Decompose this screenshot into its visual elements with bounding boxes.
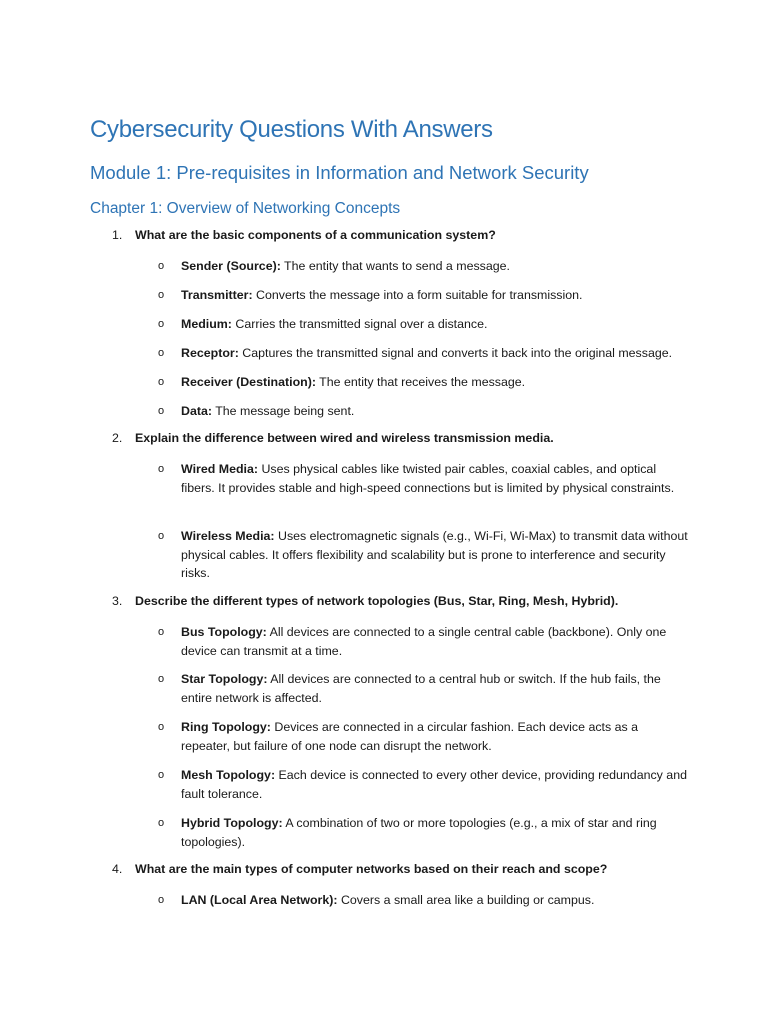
item-term: Sender (Source): [181, 259, 281, 273]
chapter-heading: Chapter 1: Overview of Networking Concepts [90, 200, 401, 217]
bullet-icon: o [158, 463, 165, 475]
item-term: Receiver (Destination): [181, 375, 316, 389]
item-text: The entity that wants to send a message. [280, 259, 510, 273]
list-item [158, 670, 688, 707]
item-text: Covers a small area like a building or campus. [337, 893, 595, 907]
question-number: 4. [112, 862, 123, 876]
bullet-icon: o [158, 626, 165, 638]
item-term: Data: [181, 404, 212, 418]
question-number: 3. [112, 594, 123, 608]
module-heading: Module 1: Pre-requisites in Information and Network Security [90, 162, 589, 183]
list-item [158, 402, 688, 421]
item-text: Carries the transmitted signal over a distance. [231, 317, 488, 331]
item-text: Uses electromagnetic signals (e.g., Wi-Fi, Wi-Max) to transmit data without physical cables. It offers flexibility and scalability but is prone to interference and security risks. [181, 529, 688, 581]
question-3 [112, 594, 712, 608]
question-1 [112, 228, 712, 242]
item-text: Devices are connected in a circular fashion. Each device acts as a repeater, but failure of one node can disrupt the network. [181, 720, 639, 753]
question-text: Explain the difference between wired and wireless transmission media. [135, 431, 554, 445]
item-term: Receptor: [181, 346, 239, 360]
list-item [158, 891, 688, 910]
list-item [158, 257, 688, 276]
question-text: Describe the different types of network topologies (Bus, Star, Ring, Mesh, Hybrid). [135, 594, 619, 608]
list-item [158, 315, 688, 334]
question-4 [112, 862, 712, 876]
question-text: What are the basic components of a communication system? [135, 228, 496, 242]
item-text: Converts the message into a form suitable for transmission. [252, 288, 583, 302]
item-term: Wireless Media: [181, 529, 275, 543]
item-text: Captures the transmitted signal and converts it back into the original message. [238, 346, 673, 360]
list-item [158, 814, 688, 851]
list-item [158, 718, 688, 755]
question-text: What are the main types of computer networks based on their reach and scope? [135, 862, 608, 876]
list-item [158, 286, 688, 305]
question-number: 2. [112, 431, 123, 445]
item-text: All devices are connected to a central hub or switch. If the hub fails, the entire network is affected. [181, 672, 661, 705]
list-item [158, 344, 688, 363]
item-term: Star Topology: [181, 672, 268, 686]
list-item [158, 373, 688, 392]
bullet-icon: o [158, 721, 165, 733]
item-term: LAN (Local Area Network): [181, 893, 338, 907]
question-number: 1. [112, 228, 123, 242]
item-text: Uses physical cables like twisted pair cables, coaxial cables, and optical fibers. It provides stable and high-speed connections but is limited by physical constraints. [181, 462, 675, 495]
bullet-icon: o [158, 318, 165, 330]
item-term: Wired Media: [181, 462, 258, 476]
item-term: Ring Topology: [181, 720, 271, 734]
list-item [158, 460, 688, 497]
bullet-icon: o [158, 260, 165, 272]
item-text: The entity that receives the message. [315, 375, 526, 389]
document-title: Cybersecurity Questions With Answers [90, 116, 493, 143]
list-item [158, 623, 688, 660]
item-term: Medium: [181, 317, 232, 331]
item-term: Mesh Topology: [181, 768, 276, 782]
bullet-icon: o [158, 769, 165, 781]
bullet-icon: o [158, 289, 165, 301]
question-2 [112, 431, 712, 445]
bullet-icon: o [158, 817, 165, 829]
item-term: Bus Topology: [181, 625, 267, 639]
item-text: All devices are connected to a single central cable (backbone). Only one device can transmit at a time. [181, 625, 667, 658]
bullet-icon: o [158, 347, 165, 359]
bullet-icon: o [158, 894, 165, 906]
bullet-icon: o [158, 405, 165, 417]
bullet-icon: o [158, 673, 165, 685]
item-text: Each device is connected to every other device, providing redundancy and fault tolerance. [181, 768, 687, 801]
item-term: Transmitter: [181, 288, 253, 302]
list-item [158, 766, 688, 803]
bullet-icon: o [158, 530, 165, 542]
list-item [158, 527, 688, 583]
item-term: Hybrid Topology: [181, 816, 283, 830]
bullet-icon: o [158, 376, 165, 388]
item-text: A combination of two or more topologies (e.g., a mix of star and ring topologies). [181, 816, 657, 849]
item-text: The message being sent. [211, 404, 355, 418]
